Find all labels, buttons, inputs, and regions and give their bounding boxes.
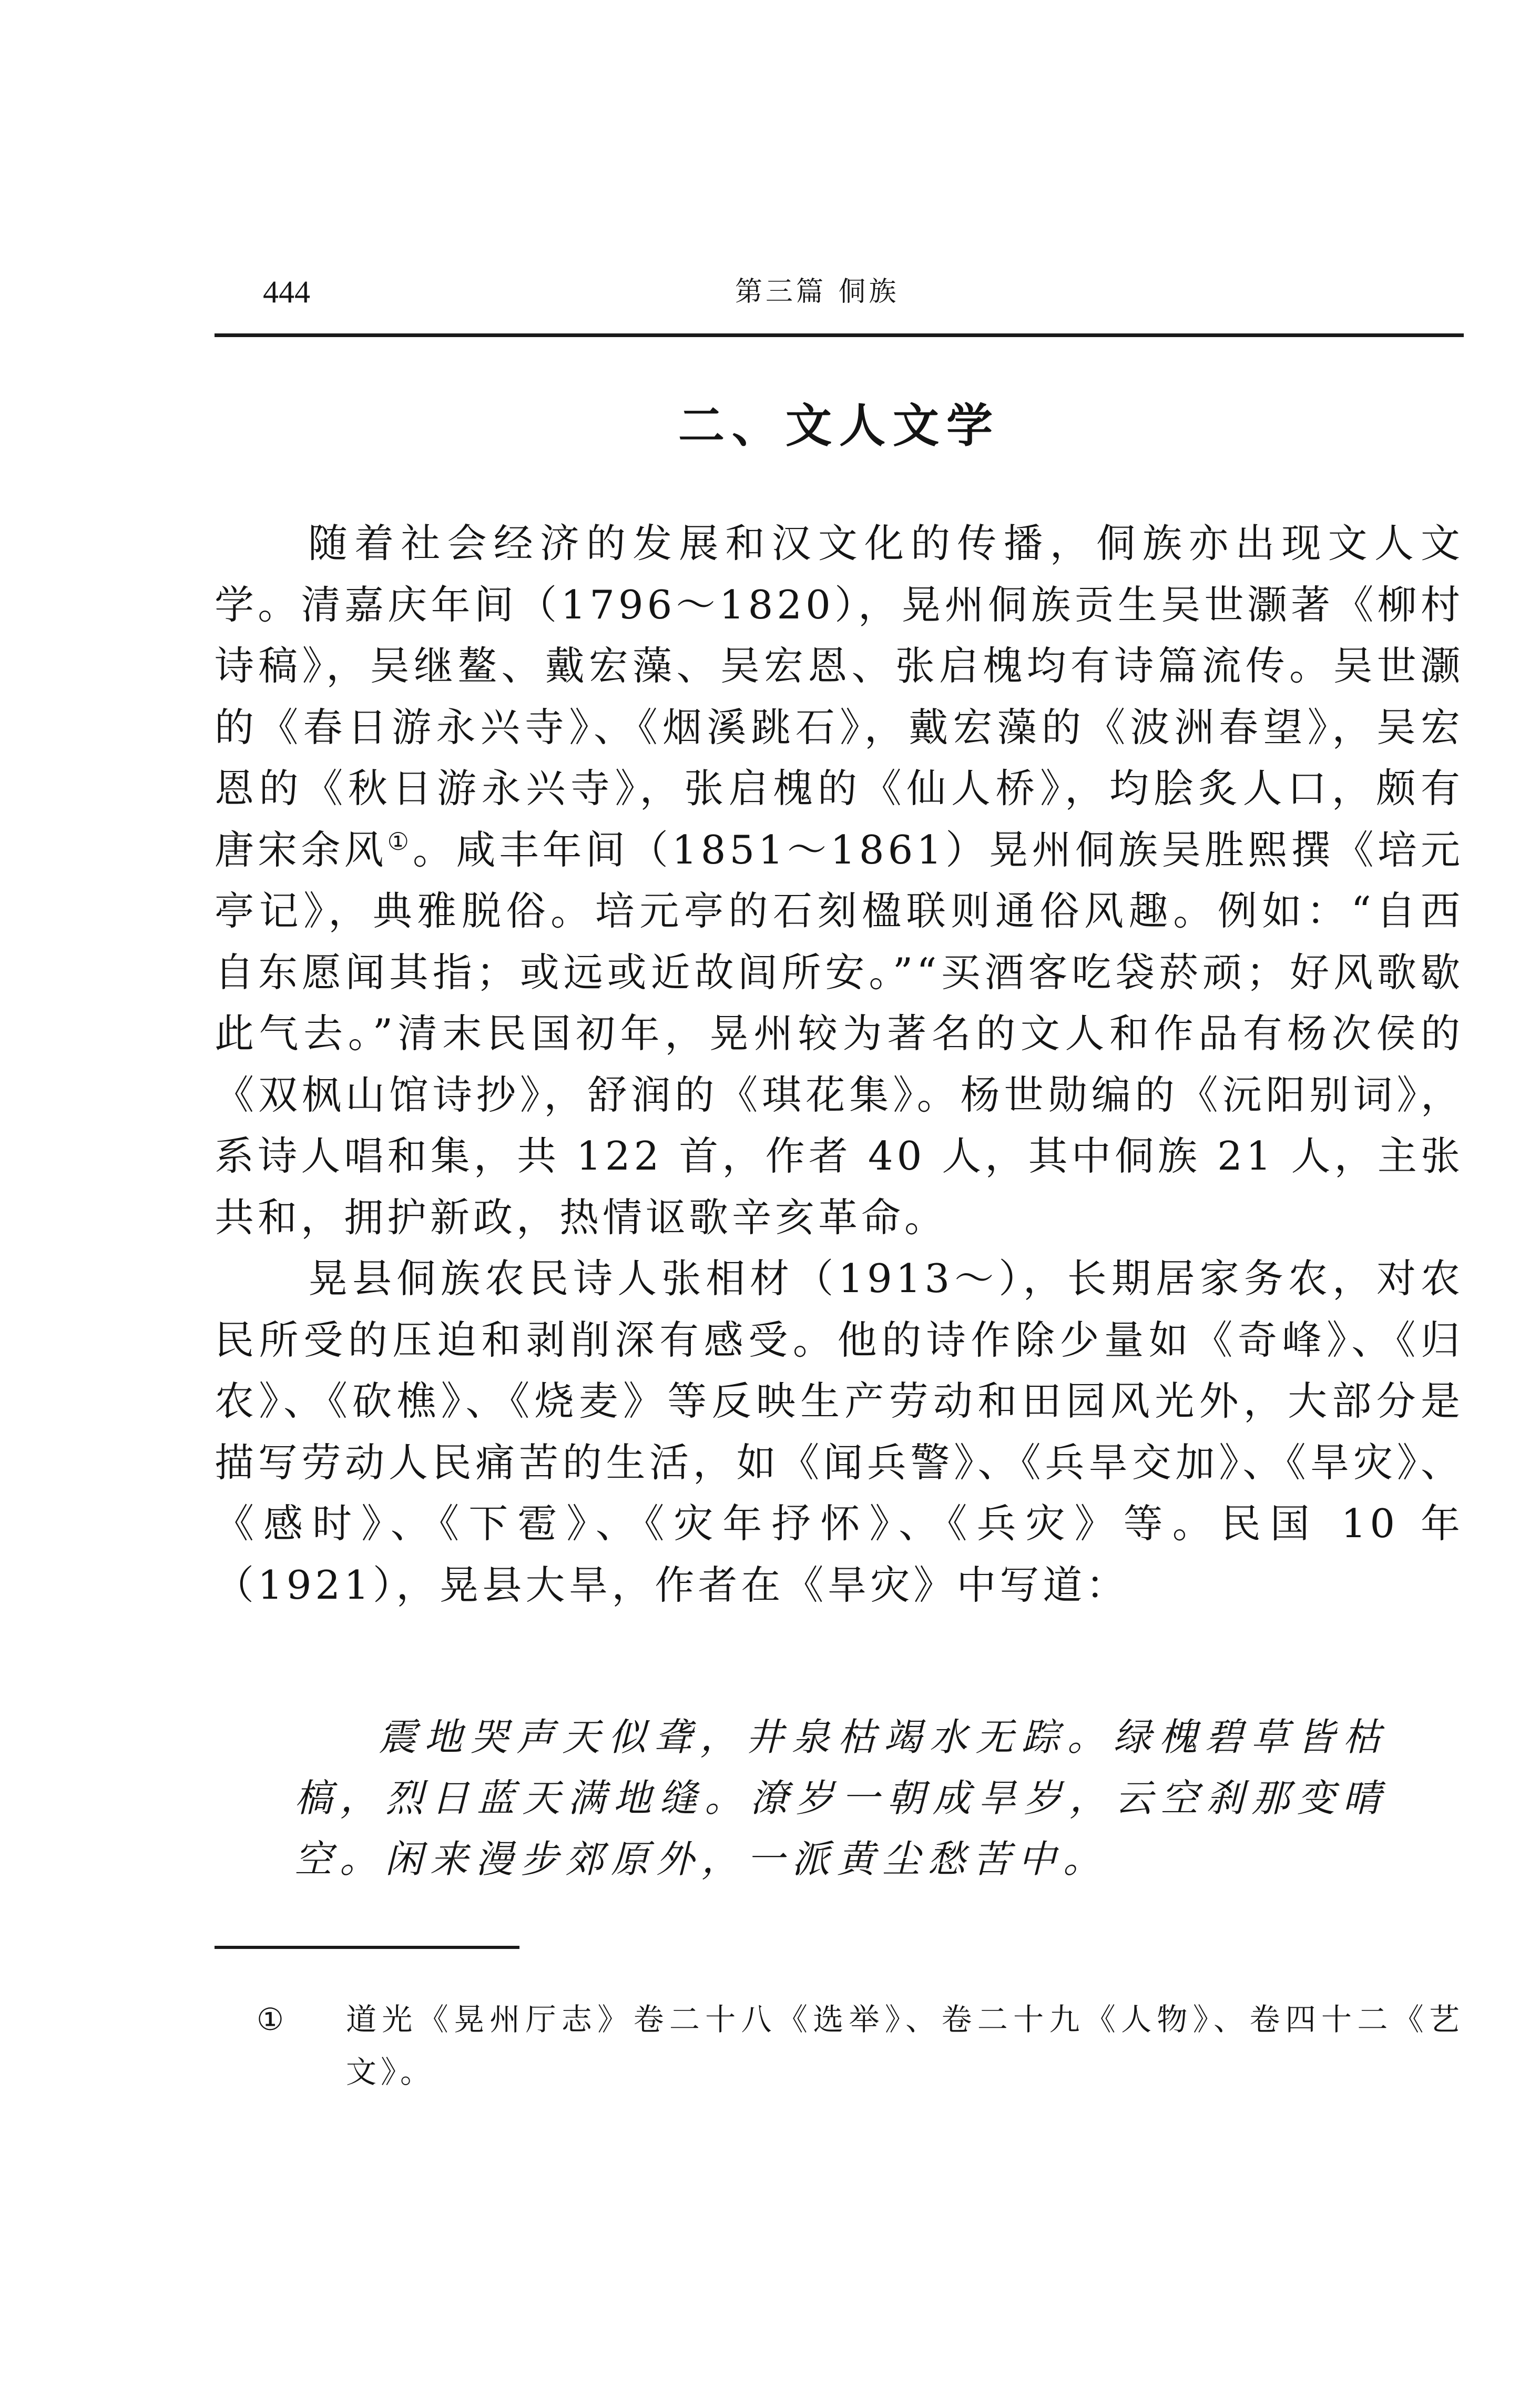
page-number: 444 <box>263 275 310 309</box>
paragraph-2: 晃县侗族农民诗人张相材（1913～），长期居家务农，对农民所受的压迫和剥削深有感受。他的诗作除少量如《奇峰》、《归农》、《砍樵》、《烧麦》等反映生产劳动和田园风光外，大部分是描写劳动人民痛苦的生活，如《闻兵警》、《兵旱交加》、《旱灾》、《感时》、《下雹》、《灾年抒怀》、《兵灾》等。民国 10 年（1921），晃县大旱，作者在《旱灾》中写道： <box>215 1255 1464 1608</box>
footnote-text: 道光《晃州厅志》卷二十八《选举》、卷二十九《人物》、卷四十二《艺文》。 <box>346 2002 1464 2090</box>
footnote-reference: ① <box>387 827 413 856</box>
poem-quote: 震地哭声天似聋，井泉枯竭水无踪。绿槐碧草皆枯槁，烈日蓝天满地缝。潦岁一朝成旱岁，云空刹那变晴空。闲来漫步郊原外，一派黄尘愁苦中。 <box>294 1715 1388 1881</box>
paragraph-1 <box>215 513 1464 1248</box>
paragraph-1-text-a: 随着社会经济的发展和汉文化的传播，侗族亦出现文人文学。清嘉庆年间（1796～1820），晃州侗族贡生吴世灏著《柳村诗稿》，吴继鳌、戴宏藻、吴宏恩、张启槐均有诗篇流传。吴世灏的《春日游永兴寺》、《烟溪跳石》，戴宏藻的《波洲春望》，吴宏恩的《秋日游永兴寺》，张启槐的《仙人桥》，均脍炙人口，颇有唐宋余风 <box>215 520 1464 873</box>
page-header <box>215 273 1464 310</box>
footnote-rule <box>215 1946 519 1949</box>
footnote-marker: ① <box>257 2002 288 2037</box>
header-rule <box>215 333 1464 337</box>
footnote <box>257 1993 1464 2098</box>
running-head: 第三篇 侗族 <box>735 276 900 308</box>
body-text <box>215 513 1464 1616</box>
section-title: 二、文人文学 <box>678 399 1001 453</box>
paragraph-1-text-b: 。咸丰年间（1851～1861）晃州侗族吴胜熙撰《培元亭记》，典雅脱俗。培元亭的石刻楹联则通俗风趣。例如：“自西自东愿闻其指；或远或近故闾所安。”“买酒客吃袋菸顽；好风歌歇此气去。”清末民国初年，晃州较为著名的文人和作品有杨次侯的《双枫山馆诗抄》，舒润的《琪花集》。杨世勋编的《沅阳别词》，系诗人唱和集，共 122 首，作者 40 人，其中侗族 21 人，主张共和，拥护新政，热情讴歌辛亥革命。 <box>215 826 1464 1241</box>
